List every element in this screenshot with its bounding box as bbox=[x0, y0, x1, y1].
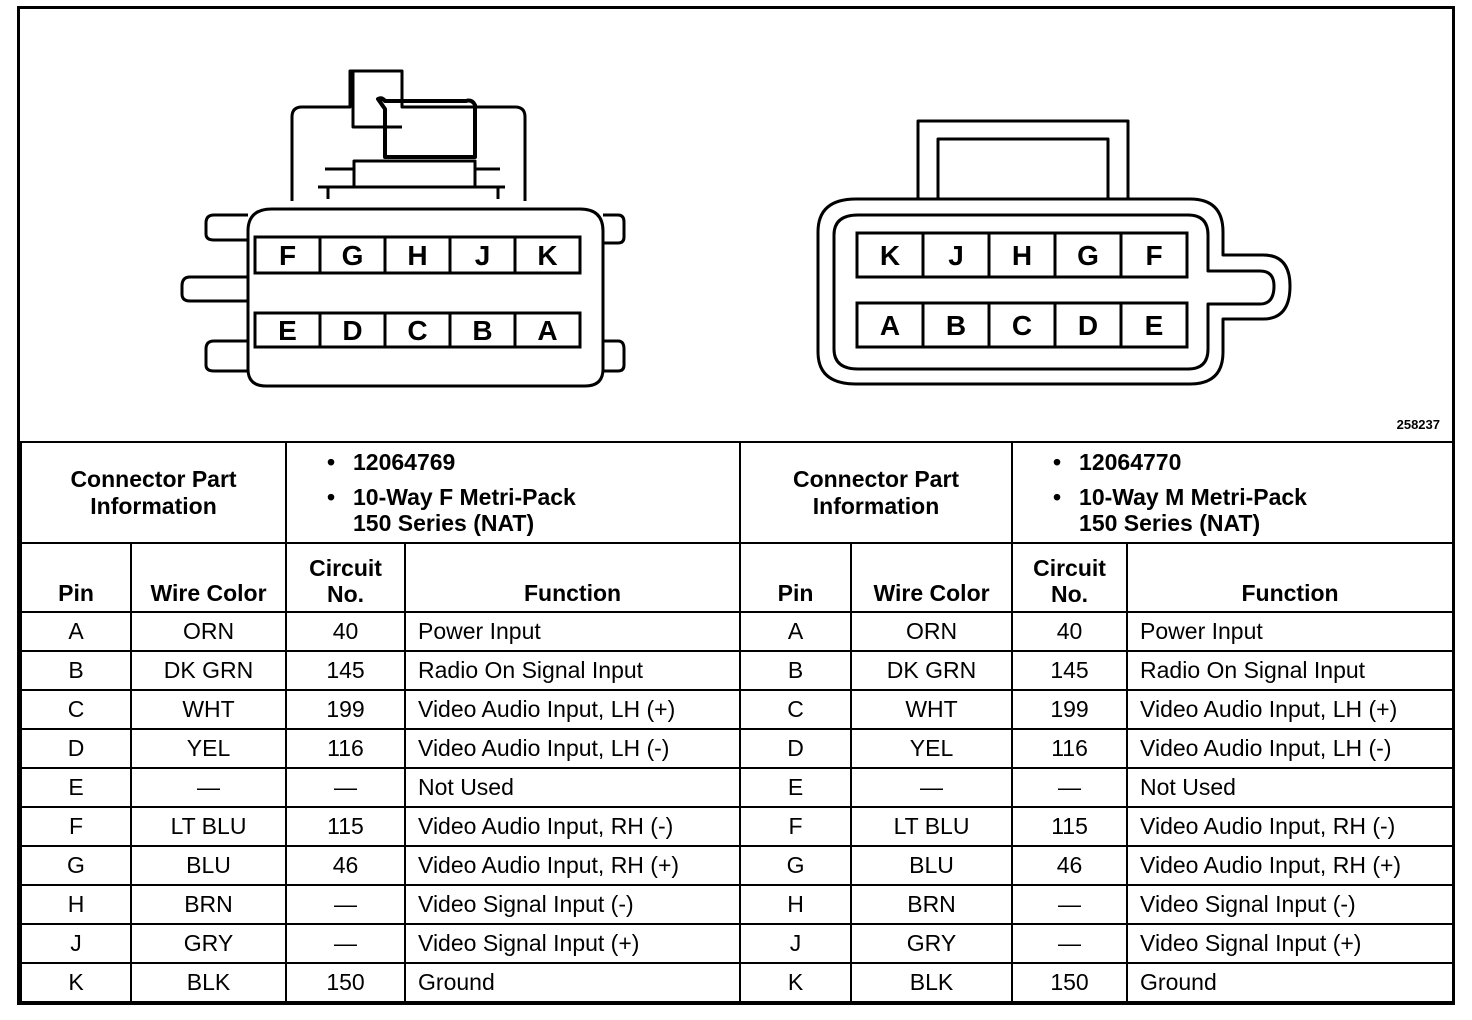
header-pin: Pin bbox=[21, 543, 131, 612]
description-line2: 150 Series (NAT) bbox=[353, 510, 535, 536]
wire-color-cell: BRN bbox=[851, 885, 1012, 924]
table-row bbox=[21, 690, 1453, 729]
pin-cell: D bbox=[21, 729, 131, 768]
description-line2: 150 Series (NAT) bbox=[1079, 510, 1261, 536]
header-function: Function bbox=[405, 543, 740, 612]
circuit-cell: 46 bbox=[1012, 846, 1127, 885]
pin-cell: J bbox=[740, 924, 851, 963]
pin-cell: G bbox=[740, 846, 851, 885]
connector-info-right: • 12064770 • 10-Way M Metri-Pack 150 Series (NAT) bbox=[1012, 442, 1453, 543]
wire-color-cell: DK GRN bbox=[131, 651, 286, 690]
pin-cell: H bbox=[740, 885, 851, 924]
pinout-rows bbox=[21, 612, 1453, 1002]
circuit-cell: 150 bbox=[1012, 963, 1127, 1002]
function-cell: Video Audio Input, LH (-) bbox=[1127, 729, 1453, 768]
pin-cell: F bbox=[740, 807, 851, 846]
circuit-cell: — bbox=[286, 924, 405, 963]
description-line1: 10-Way M Metri-Pack bbox=[1079, 484, 1307, 510]
wire-color-cell: WHT bbox=[131, 690, 286, 729]
left-cavity-label: H bbox=[407, 240, 428, 271]
function-cell: Power Input bbox=[1127, 612, 1453, 651]
wire-color-cell: BLU bbox=[131, 846, 286, 885]
pin-cell: G bbox=[21, 846, 131, 885]
right-cavity-label: K bbox=[879, 240, 901, 271]
wire-color-cell: GRY bbox=[851, 924, 1012, 963]
header-function: Function bbox=[1127, 543, 1453, 612]
part-number: 12064769 bbox=[353, 449, 456, 475]
pinout-table bbox=[20, 441, 1454, 1003]
wire-color-cell: LT BLU bbox=[131, 807, 286, 846]
wire-color-cell: — bbox=[851, 768, 1012, 807]
pin-cell: B bbox=[21, 651, 131, 690]
left-cavity-label: D bbox=[342, 315, 363, 346]
info-label-line2: Information bbox=[812, 492, 940, 519]
circuit-cell: — bbox=[1012, 885, 1127, 924]
left-cavity-label: E bbox=[278, 315, 297, 346]
cavity-layer bbox=[255, 233, 1187, 347]
function-cell: Radio On Signal Input bbox=[1127, 651, 1453, 690]
right-cavity-label: B bbox=[945, 310, 967, 341]
figure-number: 258237 bbox=[1396, 417, 1440, 432]
table-row bbox=[21, 846, 1453, 885]
circuit-cell: 40 bbox=[1012, 612, 1127, 651]
right-cavity-label: C bbox=[1011, 310, 1033, 341]
circuit-cell: 116 bbox=[1012, 729, 1127, 768]
part-number: 12064770 bbox=[1079, 449, 1182, 475]
function-cell: Video Signal Input (+) bbox=[405, 924, 740, 963]
wire-color-cell: YEL bbox=[131, 729, 286, 768]
pin-cell: B bbox=[740, 651, 851, 690]
pin-cell: H bbox=[21, 885, 131, 924]
function-cell: Not Used bbox=[1127, 768, 1453, 807]
circuit-cell: 199 bbox=[1012, 690, 1127, 729]
left-cavity-label: J bbox=[474, 240, 491, 271]
wire-color-cell: BLU bbox=[851, 846, 1012, 885]
wire-color-cell: — bbox=[131, 768, 286, 807]
header-circuit: Circuit No. bbox=[1012, 543, 1127, 612]
info-label-line1: Connector Part bbox=[70, 465, 237, 492]
pin-cell: D bbox=[740, 729, 851, 768]
circuit-cell: 115 bbox=[1012, 807, 1127, 846]
wire-color-cell: ORN bbox=[851, 612, 1012, 651]
description-line1: 10-Way F Metri-Pack bbox=[353, 484, 576, 510]
table-row bbox=[21, 612, 1453, 651]
wire-color-cell: BLK bbox=[131, 963, 286, 1002]
table-row bbox=[21, 768, 1453, 807]
pin-cell: K bbox=[740, 963, 851, 1002]
circuit-cell: — bbox=[1012, 768, 1127, 807]
wire-color-cell: WHT bbox=[851, 690, 1012, 729]
function-cell: Ground bbox=[1127, 963, 1453, 1002]
circuit-cell: 145 bbox=[1012, 651, 1127, 690]
left-cavity-label: A bbox=[537, 315, 558, 346]
pin-cell: C bbox=[21, 690, 131, 729]
wire-color-cell: YEL bbox=[851, 729, 1012, 768]
circuit-cell: 115 bbox=[286, 807, 405, 846]
pin-cell: A bbox=[21, 612, 131, 651]
wire-color-cell: ORN bbox=[131, 612, 286, 651]
right-cavity-label: E bbox=[1144, 310, 1164, 341]
right-cavity-label: H bbox=[1011, 240, 1033, 271]
function-cell: Ground bbox=[405, 963, 740, 1002]
pin-cell: E bbox=[21, 768, 131, 807]
right-cavity-label: F bbox=[1145, 240, 1163, 271]
connector-info-left: • 12064769 • 10-Way F Metri-Pack 150 Series (NAT) bbox=[286, 442, 740, 543]
pin-cell: J bbox=[21, 924, 131, 963]
table-row bbox=[21, 651, 1453, 690]
left-cavity-label: K bbox=[537, 240, 558, 271]
column-header-row bbox=[21, 543, 1453, 612]
circuit-cell: 116 bbox=[286, 729, 405, 768]
pin-cell: C bbox=[740, 690, 851, 729]
pin-cell: K bbox=[21, 963, 131, 1002]
left-connector-shape bbox=[182, 71, 624, 386]
table-row bbox=[21, 924, 1453, 963]
info-label-line1: Connector Part bbox=[792, 465, 960, 492]
wire-color-cell: BLK bbox=[851, 963, 1012, 1002]
left-cavity-label: C bbox=[407, 315, 428, 346]
circuit-cell: 46 bbox=[286, 846, 405, 885]
wire-color-cell: GRY bbox=[131, 924, 286, 963]
circuit-cell: — bbox=[286, 768, 405, 807]
circuit-cell: 199 bbox=[286, 690, 405, 729]
circuit-cell: 150 bbox=[286, 963, 405, 1002]
header-circuit: Circuit No. bbox=[286, 543, 405, 612]
right-cavity-label: A bbox=[879, 310, 901, 341]
connector-figure bbox=[17, 6, 1455, 1005]
function-cell: Video Audio Input, LH (+) bbox=[405, 690, 740, 729]
header-wire-color: Wire Color bbox=[131, 543, 286, 612]
function-cell: Power Input bbox=[405, 612, 740, 651]
pin-cell: A bbox=[740, 612, 851, 651]
left-cavity-label: F bbox=[278, 240, 297, 271]
header-wire-color: Wire Color bbox=[851, 543, 1012, 612]
left-cavity-label: G bbox=[341, 240, 364, 271]
right-cavity-label: J bbox=[948, 240, 964, 271]
wire-color-cell: LT BLU bbox=[851, 807, 1012, 846]
circuit-cell: 145 bbox=[286, 651, 405, 690]
wire-color-cell: DK GRN bbox=[851, 651, 1012, 690]
connector-info-row bbox=[21, 442, 1453, 543]
right-cavity-label: D bbox=[1077, 310, 1099, 341]
table-row bbox=[21, 885, 1453, 924]
left-cavity-label: B bbox=[472, 315, 493, 346]
function-cell: Radio On Signal Input bbox=[405, 651, 740, 690]
function-cell: Video Audio Input, RH (-) bbox=[1127, 807, 1453, 846]
table-row bbox=[21, 963, 1453, 1002]
function-cell: Video Signal Input (+) bbox=[1127, 924, 1453, 963]
connector-drawing bbox=[20, 9, 1452, 441]
function-cell: Video Audio Input, RH (-) bbox=[405, 807, 740, 846]
info-label-line2: Information bbox=[90, 492, 217, 519]
circuit-cell: — bbox=[1012, 924, 1127, 963]
circuit-cell: — bbox=[286, 885, 405, 924]
wire-color-cell: BRN bbox=[131, 885, 286, 924]
circuit-cell: 40 bbox=[286, 612, 405, 651]
right-cavity-label: G bbox=[1077, 240, 1099, 271]
function-cell: Video Audio Input, RH (+) bbox=[1127, 846, 1453, 885]
connector-info-label-right bbox=[740, 442, 1012, 543]
pin-cell: E bbox=[740, 768, 851, 807]
function-cell: Video Audio Input, LH (+) bbox=[1127, 690, 1453, 729]
function-cell: Video Audio Input, LH (-) bbox=[405, 729, 740, 768]
pin-cell: F bbox=[21, 807, 131, 846]
function-cell: Video Signal Input (-) bbox=[405, 885, 740, 924]
function-cell: Video Audio Input, RH (+) bbox=[405, 846, 740, 885]
function-cell: Video Signal Input (-) bbox=[1127, 885, 1453, 924]
connector-info-label-left bbox=[21, 442, 286, 543]
header-pin: Pin bbox=[740, 543, 851, 612]
table-row bbox=[21, 729, 1453, 768]
function-cell: Not Used bbox=[405, 768, 740, 807]
table-row bbox=[21, 807, 1453, 846]
